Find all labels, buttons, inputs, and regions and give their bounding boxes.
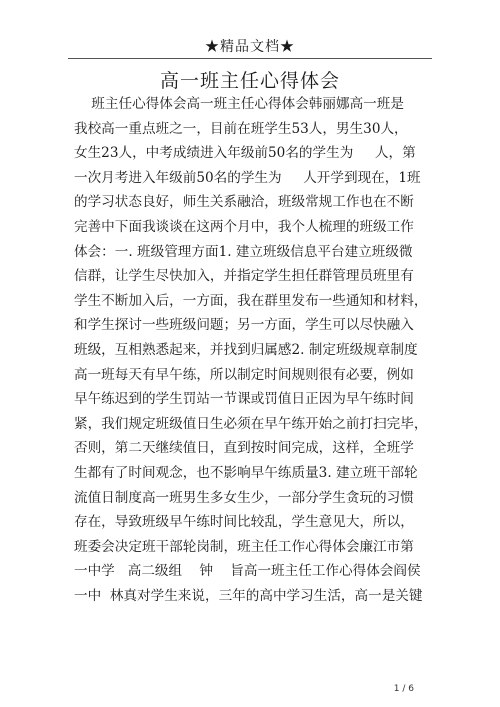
- header-divider: [68, 58, 432, 59]
- body-line: 流值日制度高一班男生多女生少，一部分学生贪玩的习惯: [74, 489, 414, 506]
- body-line: 的学习状态良好，师生关系融洽，班级常规工作也在不断: [74, 194, 414, 211]
- document-title: 高一班主任心得体会: [159, 70, 340, 92]
- body-line: 高一班每天有早午练，所以制定时间规则很有必要，例如: [74, 366, 414, 383]
- header-mark: ★精品文档★: [205, 39, 295, 55]
- body-line: 我校高一重点班之一，目前在班学生53人，男生30人，: [74, 120, 408, 137]
- body-line: 存在，导致班级早午练时间比较乱，学生意见大，所以，: [74, 514, 414, 531]
- body-line: 女生23人，中考成绩进入年级前50名的学生为 人，第: [74, 145, 416, 162]
- body-line: 否则，第二天继续值日，直到按时间完成，这样，全班学: [74, 440, 414, 457]
- body-line: 班主任心得体会高一班主任心得体会韩丽娜高一班是: [74, 96, 404, 112]
- document-body: [74, 92, 430, 608]
- body-line: 学生不断加入后，一方面，我在群里发布一些通知和材料，: [74, 292, 428, 309]
- body-line: 生都有了时间观念，也不影响早午练质量3. 建立班干部轮: [74, 464, 418, 481]
- body-line: 完善中下面我谈谈在这两个月中，我个人梳理的班级工作: [74, 218, 414, 235]
- body-line: 早午练迟到的学生罚站一节课或罚值日正因为早午练时间: [74, 391, 414, 408]
- body-line: 一中学 高二级组 钟 旨高一班主任工作心得体会阎侯: [74, 563, 421, 580]
- body-line: 一次月考进入年级前50名的学生为 人开学到现在，1班: [74, 169, 421, 186]
- body-line: 和学生探讨一些班级问题；另一方面，学生可以尽快融入: [74, 317, 414, 334]
- body-line: 班委会决定班干部轮岗制，班主任工作心得体会廉江市第: [74, 538, 414, 555]
- body-line: 体会：一. 班级管理方面1. 建立班级信息平台建立班级微: [74, 243, 413, 260]
- body-line: 紧，我们规定班级值日生必须在早午练开始之前打扫完毕，: [74, 415, 428, 432]
- body-line: 信群，让学生尽快加入，并指定学生担任群管理员班里有: [74, 268, 414, 285]
- page-number: 1 / 6: [393, 684, 414, 694]
- body-line: 班级，互相熟悉起来，并找到归属感2. 制定班级规章制度: [74, 341, 418, 358]
- body-line: 一中 林真对学生来说，三年的高中学习生活，高一是关键: [74, 587, 423, 604]
